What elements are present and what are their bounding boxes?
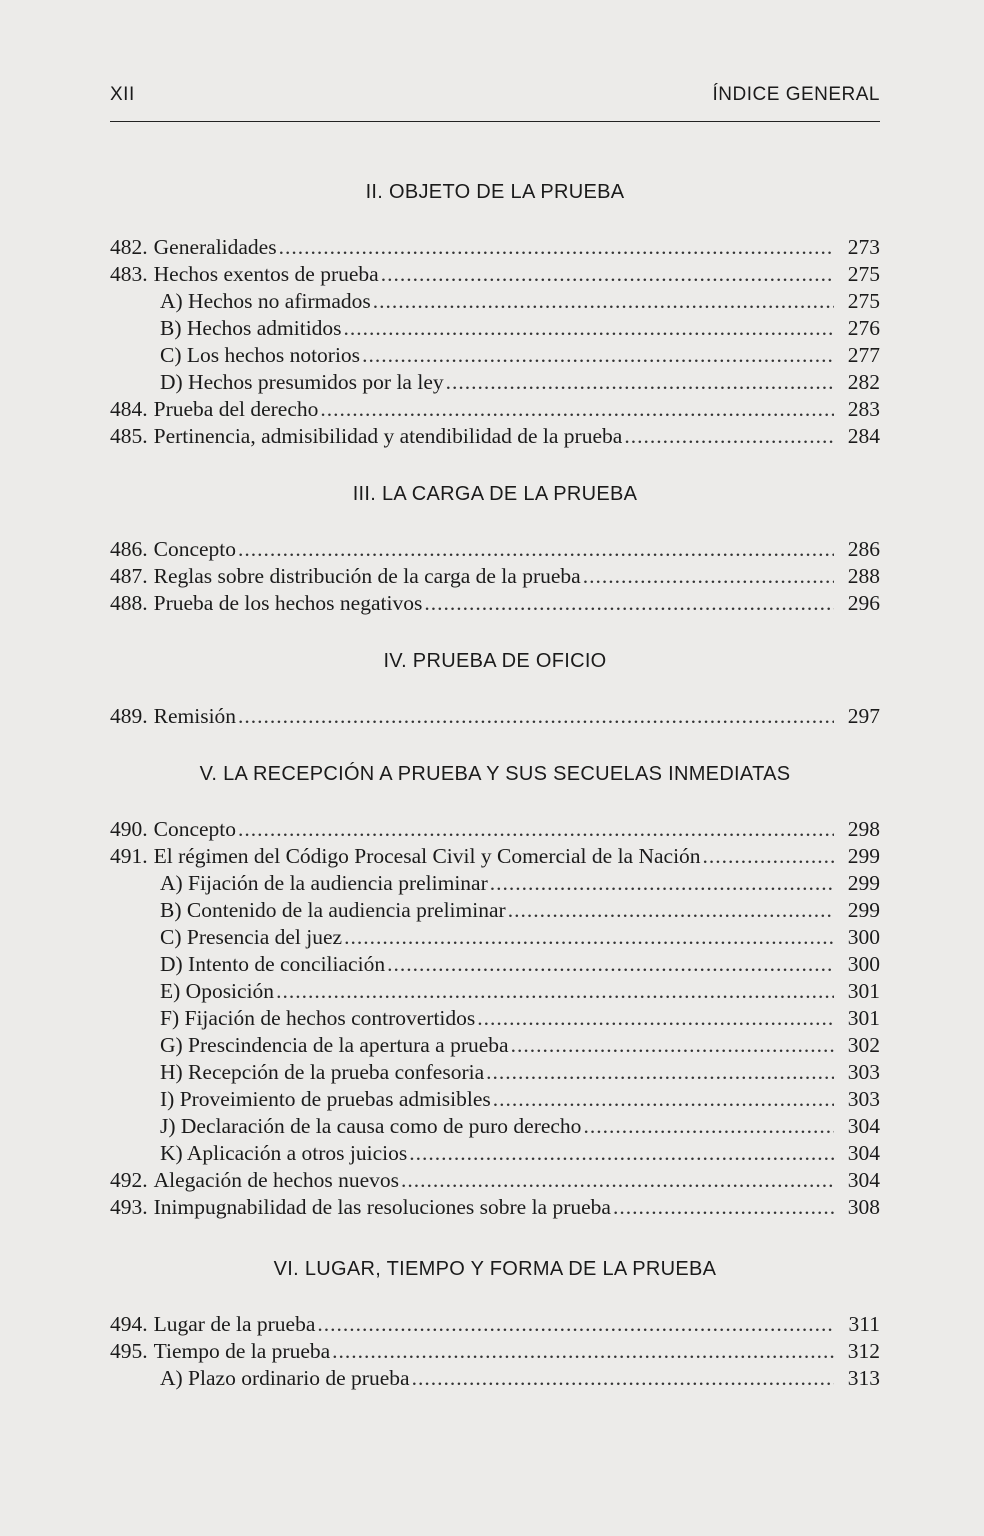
entry-title: Generalidades (153, 235, 277, 259)
toc-entry (110, 1140, 880, 1167)
toc-entry (110, 423, 880, 450)
entry-title: H) Recepción de la prueba confesoria (160, 1060, 485, 1084)
dot-leader (387, 951, 834, 978)
toc-entry (110, 369, 880, 396)
dot-leader (703, 843, 834, 870)
entry-title: I) Proveimiento de pruebas admisibles (160, 1087, 491, 1111)
toc-entry (110, 288, 880, 315)
entry-title: Concepto (153, 537, 237, 561)
entry-page-number: 273 (847, 235, 880, 259)
entry-title: A) Plazo ordinario de prueba (160, 1366, 410, 1390)
entry-page-number: 276 (847, 316, 880, 340)
entry-title: Reglas sobre distribución de la carga de la prueba (153, 564, 581, 588)
entry-page-number: 275 (847, 289, 880, 313)
dot-leader (332, 1338, 834, 1365)
toc-section (110, 178, 880, 450)
entry-page-number: 297 (847, 704, 880, 728)
dot-leader (276, 978, 834, 1005)
entry-page-number: 286 (847, 537, 880, 561)
entry-title: C) Presencia del juez (160, 925, 343, 949)
entry-number: 488. (110, 591, 148, 615)
toc-entry (110, 843, 880, 870)
dot-leader (624, 423, 834, 450)
entry-title: C) Los hechos notorios (160, 343, 361, 367)
entry-title: Prueba del derecho (153, 397, 319, 421)
entry-title: A) Fijación de la audiencia preliminar (160, 871, 488, 895)
entry-title: F) Fijación de hechos controvertidos (160, 1006, 476, 1030)
entry-number: 484. (110, 397, 148, 421)
dot-leader (344, 924, 834, 951)
toc-entry (110, 234, 880, 261)
toc-entry (110, 1365, 880, 1392)
section-heading: VI. LUGAR, TIEMPO Y FORMA DE LA PRUEBA (273, 1258, 717, 1280)
entry-page-number: 302 (847, 1033, 880, 1057)
entry-title: B) Contenido de la audiencia preliminar (160, 898, 506, 922)
entry-title: K) Aplicación a otros juicios (160, 1141, 408, 1165)
toc-entry (110, 261, 880, 288)
entry-title: J) Declaración de la causa como de puro derecho (160, 1114, 582, 1138)
toc-entry (110, 1194, 880, 1221)
dot-leader (279, 234, 834, 261)
toc-entry (110, 1338, 880, 1365)
header-rule (110, 121, 880, 122)
entry-page-number: 282 (847, 370, 880, 394)
entry-number: 485. (110, 424, 148, 448)
entry-page-number: 301 (847, 979, 880, 1003)
entry-number: 493. (110, 1195, 148, 1219)
dot-leader (424, 590, 834, 617)
entry-number: 487. (110, 564, 148, 588)
toc-entry (110, 1059, 880, 1086)
dot-leader (238, 536, 834, 563)
entry-page-number: 304 (847, 1141, 880, 1165)
dot-leader (446, 369, 834, 396)
entry-title: El régimen del Código Procesal Civil y Comercial de la Nación (153, 844, 701, 868)
dot-leader (317, 1311, 834, 1338)
running-head (110, 84, 880, 112)
entry-title: E) Oposición (160, 979, 275, 1003)
dot-leader (486, 1059, 834, 1086)
entry-number: 486. (110, 537, 148, 561)
entry-page-number: 299 (847, 844, 880, 868)
toc-entry (110, 1113, 880, 1140)
toc-entry (110, 590, 880, 617)
section-heading: III. LA CARGA DE LA PRUEBA (352, 483, 638, 505)
entry-page-number: 277 (847, 343, 880, 367)
page-number-roman: XII (110, 84, 135, 105)
entry-page-number: 311 (848, 1312, 880, 1336)
entry-page-number: 283 (847, 397, 880, 421)
dot-leader (511, 1032, 834, 1059)
entry-page-number: 284 (847, 424, 880, 448)
toc-entry (110, 536, 880, 563)
dot-leader (583, 563, 834, 590)
entry-page-number: 313 (847, 1366, 880, 1390)
section-heading: IV. PRUEBA DE OFICIO (383, 650, 607, 672)
toc-entries (110, 816, 880, 1221)
toc-entry (110, 816, 880, 843)
entry-page-number: 300 (847, 952, 880, 976)
entry-title: A) Hechos no afirmados (160, 289, 371, 313)
entry-title: Concepto (153, 817, 237, 841)
entry-title: Remisión (153, 704, 237, 728)
dot-leader (409, 1140, 834, 1167)
entry-page-number: 275 (847, 262, 880, 286)
dot-leader (477, 1005, 834, 1032)
toc-entry (110, 924, 880, 951)
entry-title: Inimpugnabilidad de las resoluciones sobre la prueba (153, 1195, 611, 1219)
entry-title: Pertinencia, admisibilidad y atendibilidad de la prueba (153, 424, 623, 448)
toc-entries (110, 536, 880, 617)
section-heading: II. OBJETO DE LA PRUEBA (365, 181, 625, 203)
entry-page-number: 304 (847, 1168, 880, 1192)
dot-leader (362, 342, 834, 369)
entry-title: D) Hechos presumidos por la ley (160, 370, 444, 394)
entry-page-number: 301 (847, 1006, 880, 1030)
toc-entries (110, 234, 880, 450)
entry-number: 494. (110, 1312, 148, 1336)
section-heading: V. LA RECEPCIÓN A PRUEBA Y SUS SECUELAS INMEDIATAS (199, 763, 791, 785)
entry-page-number: 300 (847, 925, 880, 949)
entry-number: 490. (110, 817, 148, 841)
entry-page-number: 299 (847, 871, 880, 895)
dot-leader (508, 897, 834, 924)
dot-leader (493, 1086, 834, 1113)
dot-leader (238, 816, 834, 843)
entry-page-number: 304 (847, 1114, 880, 1138)
toc-entry (110, 897, 880, 924)
entry-page-number: 312 (847, 1339, 880, 1363)
dot-leader (401, 1167, 834, 1194)
toc-entry (110, 396, 880, 423)
entry-title: Tiempo de la prueba (153, 1339, 331, 1363)
entry-page-number: 308 (847, 1195, 880, 1219)
dot-leader (613, 1194, 834, 1221)
entry-title: Lugar de la prueba (153, 1312, 316, 1336)
dot-leader (583, 1113, 834, 1140)
toc-entries (110, 1311, 880, 1392)
toc-section (110, 647, 880, 730)
toc-entries (110, 703, 880, 730)
entry-number: 492. (110, 1168, 148, 1192)
toc-entry (110, 1167, 880, 1194)
dot-leader (381, 261, 834, 288)
entry-page-number: 303 (847, 1060, 880, 1084)
entry-number: 483. (110, 262, 148, 286)
entry-title: Hechos exentos de prueba (153, 262, 379, 286)
entry-page-number: 288 (847, 564, 880, 588)
entry-number: 495. (110, 1339, 148, 1363)
toc-entry (110, 1032, 880, 1059)
toc-entry (110, 870, 880, 897)
dot-leader (238, 703, 834, 730)
entry-number: 491. (110, 844, 148, 868)
toc-entry (110, 342, 880, 369)
entry-page-number: 303 (847, 1087, 880, 1111)
entry-title: D) Intento de conciliación (160, 952, 386, 976)
entry-page-number: 296 (847, 591, 880, 615)
toc-entry (110, 951, 880, 978)
dot-leader (412, 1365, 834, 1392)
dot-leader (373, 288, 834, 315)
toc-entry (110, 1005, 880, 1032)
dot-leader (344, 315, 834, 342)
toc-entry (110, 703, 880, 730)
entry-number: 489. (110, 704, 148, 728)
toc-entry (110, 563, 880, 590)
running-head-title: ÍNDICE GENERAL (712, 84, 880, 105)
entry-title: Prueba de los hechos negativos (153, 591, 423, 615)
table-of-contents (110, 152, 880, 1392)
toc-entry (110, 1311, 880, 1338)
toc-section (110, 1255, 880, 1392)
toc-entry (110, 315, 880, 342)
dot-leader (490, 870, 834, 897)
entry-title: B) Hechos admitidos (160, 316, 342, 340)
toc-section (110, 760, 880, 1221)
entry-number: 482. (110, 235, 148, 259)
toc-entry (110, 1086, 880, 1113)
entry-title: Alegación de hechos nuevos (153, 1168, 400, 1192)
toc-section (110, 480, 880, 617)
entry-page-number: 299 (847, 898, 880, 922)
entry-page-number: 298 (847, 817, 880, 841)
dot-leader (320, 396, 834, 423)
entry-title: G) Prescindencia de la apertura a prueba (160, 1033, 509, 1057)
toc-entry (110, 978, 880, 1005)
